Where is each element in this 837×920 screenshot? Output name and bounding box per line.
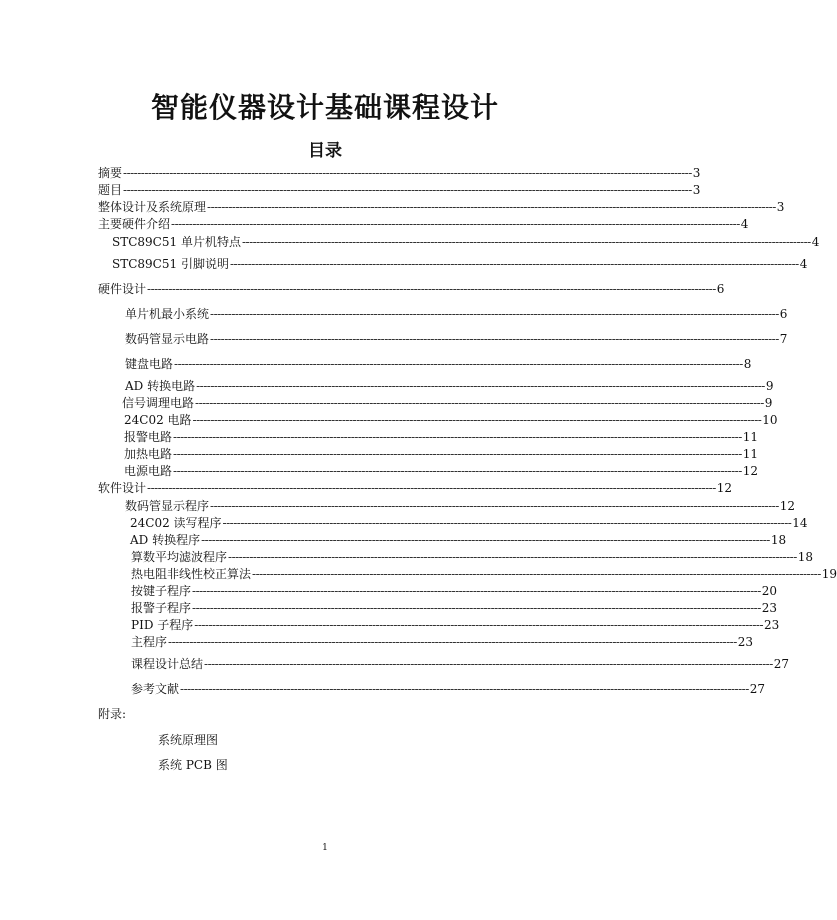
- toc-leader: ----------------------------------------------------------------------------------------------------------------------------------------------------------------: [204, 657, 773, 671]
- toc-entry-label: AD 转换电路: [125, 379, 196, 393]
- toc-entry-page: 18: [770, 533, 787, 547]
- toc-entry-label: 热电阻非线性校正算法: [131, 567, 252, 581]
- toc-leader: ----------------------------------------------------------------------------------------------------------------------------------------------------------------: [210, 499, 779, 513]
- toc-entry-label: 加热电路: [124, 447, 173, 461]
- toc-entry-label: 信号调理电路: [122, 396, 195, 410]
- toc-entry-label: 算数平均滤波程序: [131, 550, 228, 564]
- toc-entry-page: 11: [742, 447, 759, 461]
- toc-entry-label: 硬件设计: [98, 282, 147, 296]
- toc-entry: [124, 428, 759, 444]
- toc-leader: ----------------------------------------------------------------------------------------------------------------------------------------------------------------: [173, 464, 742, 478]
- toc-entry-page: 7: [779, 332, 788, 346]
- toc-entry-page: 12: [779, 499, 796, 513]
- toc-entry-page: 6: [779, 307, 788, 321]
- toc-entry: [122, 394, 773, 410]
- toc-entry-label: 主程序: [131, 635, 168, 649]
- toc-leader: ----------------------------------------------------------------------------------------------------------------------------------------------------------------: [201, 533, 770, 547]
- toc-entry: [131, 655, 790, 671]
- toc-entry: [125, 355, 752, 371]
- toc-entry-label: STC89C51 引脚说明: [112, 257, 229, 271]
- toc-entry: [131, 599, 778, 615]
- toc-entry-page: 4: [811, 235, 820, 249]
- toc-leader: ----------------------------------------------------------------------------------------------------------------------------------------------------------------: [168, 635, 737, 649]
- appendix-item-schematic: 系统原理图: [158, 733, 219, 747]
- toc-leader: ----------------------------------------------------------------------------------------------------------------------------------------------------------------: [147, 481, 716, 495]
- toc-entry-page: 27: [749, 682, 766, 696]
- toc-entry-page: 19: [821, 567, 837, 581]
- toc-leader: ----------------------------------------------------------------------------------------------------------------------------------------------------------------: [194, 618, 764, 632]
- toc-entry-label: 电源电路: [124, 464, 173, 478]
- toc-entry: [131, 548, 814, 564]
- toc-entry: [131, 616, 780, 632]
- toc-leader: ----------------------------------------------------------------------------------------------------------------------------------------------------------------: [173, 430, 742, 444]
- toc-entry-label: STC89C51 单片机特点: [112, 235, 241, 249]
- toc-entry: [125, 497, 796, 513]
- toc-leader: ----------------------------------------------------------------------------------------------------------------------------------------------------------------: [252, 567, 821, 581]
- toc-entry-page: 14: [792, 516, 808, 530]
- toc-leader: ----------------------------------------------------------------------------------------------------------------------------------------------------------------: [174, 357, 743, 371]
- toc-entry-page: 23: [737, 635, 754, 649]
- toc-leader: ----------------------------------------------------------------------------------------------------------------------------------------------------------------: [229, 257, 799, 271]
- toc-entry-label: 软件设计: [98, 481, 147, 495]
- toc-entry-page: 9: [764, 396, 773, 410]
- toc-entry: [130, 531, 787, 547]
- toc-entry-label: 摘要: [98, 166, 123, 180]
- toc-entry-page: 23: [764, 618, 780, 632]
- toc-entry-page: 27: [773, 657, 790, 671]
- toc-entry: [125, 305, 788, 321]
- toc-entry-page: 9: [765, 379, 774, 393]
- toc-entry-page: 6: [716, 282, 725, 296]
- toc-entry: [124, 411, 778, 427]
- toc-entry-label: 单片机最小系统: [125, 307, 210, 321]
- toc-entry-label: 主要硬件介绍: [98, 217, 171, 231]
- toc-heading: 目录: [308, 141, 342, 161]
- toc-entry-label: 报警子程序: [131, 601, 192, 615]
- toc-entry-page: 3: [692, 166, 701, 180]
- toc-leader: ----------------------------------------------------------------------------------------------------------------------------------------------------------------: [173, 447, 742, 461]
- toc-entry-label: 24C02 读写程序: [130, 516, 222, 530]
- toc-entry: [98, 164, 701, 180]
- toc-entry: [98, 479, 733, 495]
- toc-leader: ----------------------------------------------------------------------------------------------------------------------------------------------------------------: [192, 601, 761, 615]
- toc-entry-label: 题目: [98, 183, 123, 197]
- toc-entry-page: 4: [799, 257, 808, 271]
- toc-entry: [125, 330, 788, 346]
- toc-entry-label: PID 子程序: [131, 618, 194, 632]
- toc-entry-page: 18: [797, 550, 814, 564]
- toc-leader: ----------------------------------------------------------------------------------------------------------------------------------------------------------------: [210, 307, 779, 321]
- toc-leader: ----------------------------------------------------------------------------------------------------------------------------------------------------------------: [228, 550, 797, 564]
- toc-entry: [98, 280, 725, 296]
- toc-entry-label: 课程设计总结: [131, 657, 204, 671]
- toc-entry-label: 数码管显示电路: [125, 332, 210, 346]
- toc-leader: ----------------------------------------------------------------------------------------------------------------------------------------------------------------: [207, 200, 776, 214]
- toc-entry: [112, 255, 808, 271]
- toc-entry-label: 数码管显示程序: [125, 499, 210, 513]
- appendix-heading: 附录:: [98, 707, 127, 721]
- toc-leader: ----------------------------------------------------------------------------------------------------------------------------------------------------------------: [192, 584, 761, 598]
- toc-entry-label: AD 转换程序: [130, 533, 201, 547]
- toc-leader: ----------------------------------------------------------------------------------------------------------------------------------------------------------------: [195, 396, 764, 410]
- toc-entry-page: 4: [740, 217, 749, 231]
- toc-leader: ----------------------------------------------------------------------------------------------------------------------------------------------------------------: [222, 516, 792, 530]
- toc-leader: ----------------------------------------------------------------------------------------------------------------------------------------------------------------: [147, 282, 716, 296]
- page-number: 1: [322, 843, 328, 853]
- toc-entry: [124, 445, 759, 461]
- toc-entry-label: 键盘电路: [125, 357, 174, 371]
- toc-leader: ----------------------------------------------------------------------------------------------------------------------------------------------------------------: [171, 217, 740, 231]
- toc-entry: [98, 215, 749, 231]
- toc-entry-label: 参考文献: [131, 682, 180, 696]
- toc-entry-page: 8: [743, 357, 752, 371]
- toc-leader: ----------------------------------------------------------------------------------------------------------------------------------------------------------------: [180, 682, 749, 696]
- toc-entry: [131, 565, 837, 581]
- toc-entry-page: 11: [742, 430, 759, 444]
- toc-entry-label: 整体设计及系统原理: [98, 200, 207, 214]
- toc-entry: [131, 680, 766, 696]
- appendix-item-pcb: 系统 PCB 图: [158, 758, 228, 772]
- toc-entry-page: 12: [742, 464, 759, 478]
- toc-entry-page: 10: [762, 413, 778, 427]
- toc-entry-label: 按键子程序: [131, 584, 192, 598]
- toc-entry-label: 24C02 电路: [124, 413, 192, 427]
- toc-entry: [112, 233, 820, 249]
- toc-entry-page: 23: [761, 601, 778, 615]
- toc-entry: [130, 514, 808, 530]
- toc-leader: ----------------------------------------------------------------------------------------------------------------------------------------------------------------: [241, 235, 811, 249]
- toc-entry: [124, 462, 759, 478]
- toc-entry-page: 3: [776, 200, 785, 214]
- toc-entry-page: 20: [761, 584, 778, 598]
- toc-entry-page: 3: [692, 183, 701, 197]
- toc-entry-label: 报警电路: [124, 430, 173, 444]
- toc-entry: [131, 582, 778, 598]
- toc-entry-page: 12: [716, 481, 733, 495]
- toc-entry: [131, 633, 754, 649]
- toc-leader: ----------------------------------------------------------------------------------------------------------------------------------------------------------------: [210, 332, 779, 346]
- toc-entry: [98, 198, 785, 214]
- toc-leader: ----------------------------------------------------------------------------------------------------------------------------------------------------------------: [196, 379, 765, 393]
- document-title: 智能仪器设计基础课程设计: [150, 91, 499, 124]
- toc-entry: [98, 181, 701, 197]
- toc-leader: ----------------------------------------------------------------------------------------------------------------------------------------------------------------: [123, 183, 692, 197]
- toc-entry: [125, 377, 774, 393]
- toc-leader: ----------------------------------------------------------------------------------------------------------------------------------------------------------------: [123, 166, 692, 180]
- toc-leader: ----------------------------------------------------------------------------------------------------------------------------------------------------------------: [192, 413, 762, 427]
